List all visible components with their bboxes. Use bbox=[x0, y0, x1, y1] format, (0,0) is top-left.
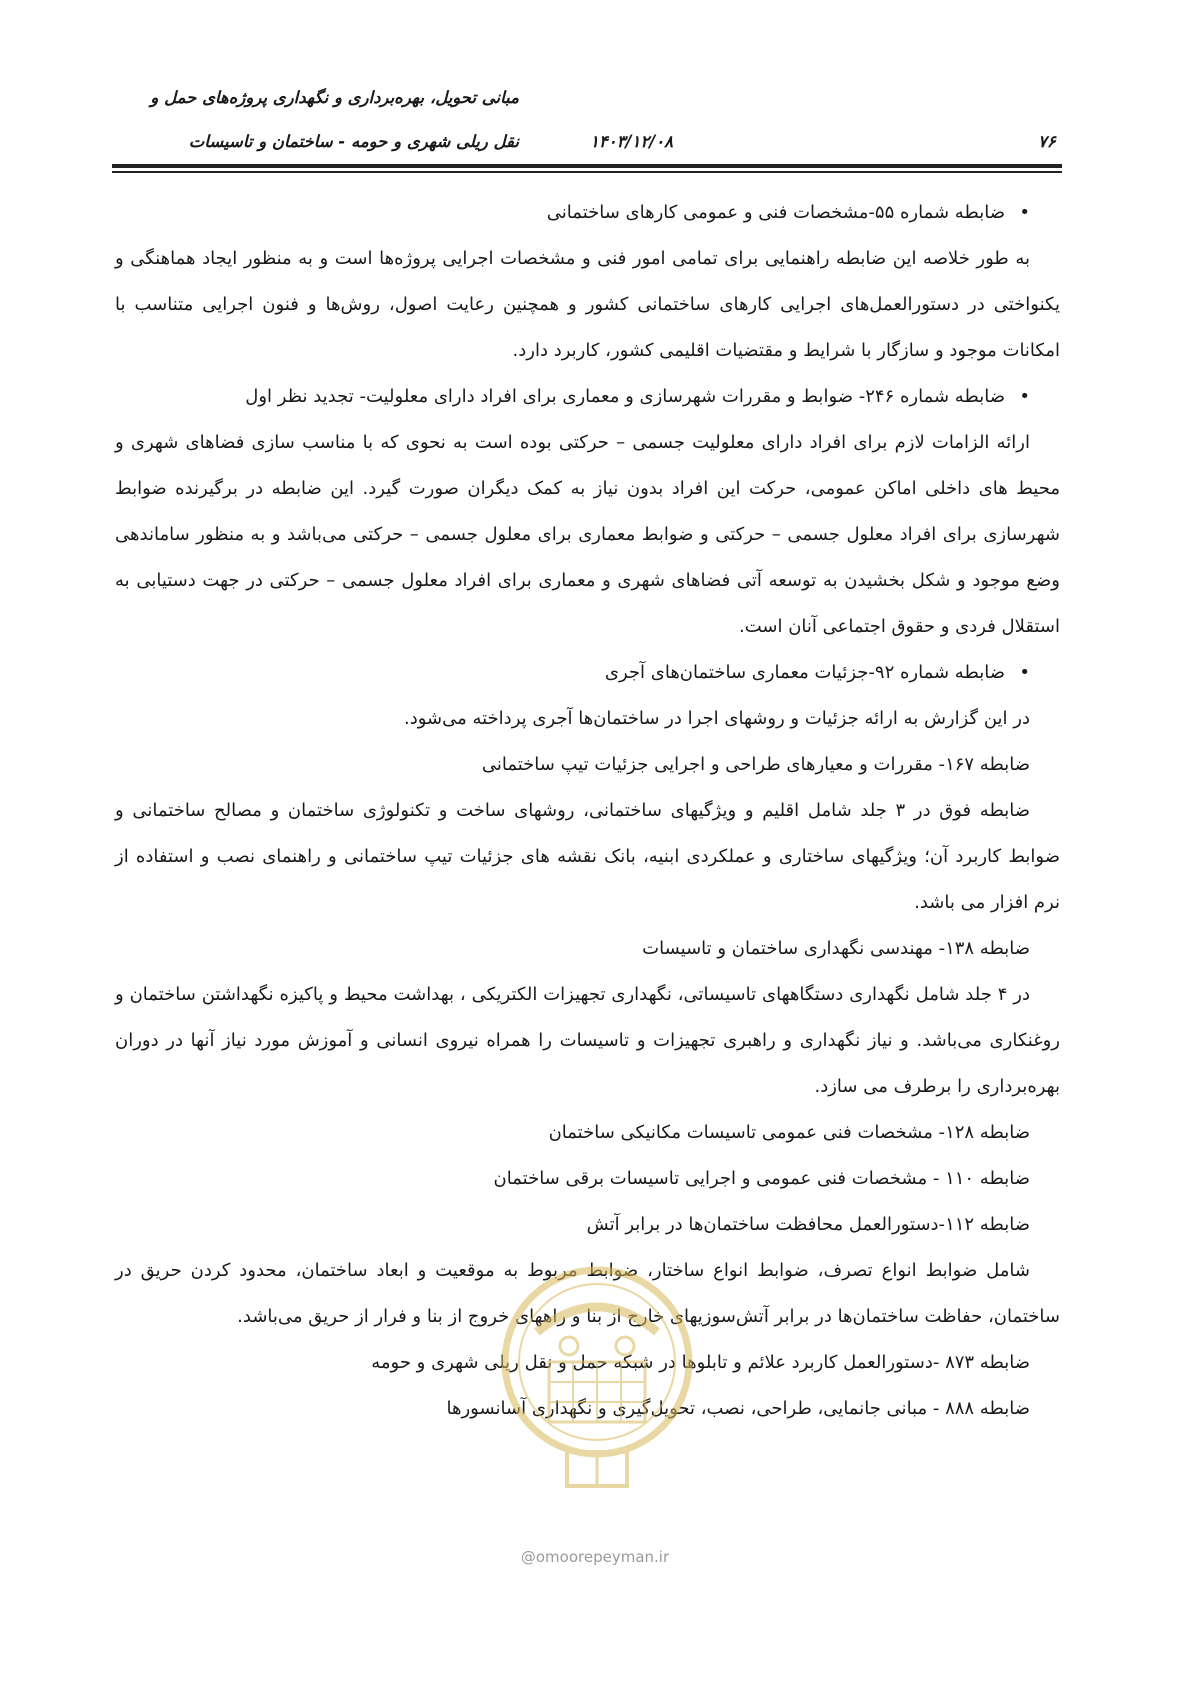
at-icon: @ bbox=[520, 1548, 536, 1566]
document-body bbox=[115, 190, 1060, 1432]
header-rule-thick bbox=[112, 164, 1062, 168]
paragraph: ضابطه ۱۱۲-دستورالعمل محافظت ساختمان‌ها در برابر آتش bbox=[586, 1214, 1030, 1235]
paragraph: ضابطه ۸۸۸ - مبانی جانمایی، طراحی، نصب، تحویل‌گیری و نگهداری آسانسورها bbox=[446, 1398, 1030, 1419]
paragraph: در این گزارش به ارائه جزئیات و روشهای اجرا در ساختمان‌ها آجری پرداخته می‌شود. bbox=[403, 708, 1030, 729]
paragraph: ضابطه فوق در ۳ جلد شامل اقلیم و ویژگیهای ساختمانی، روشهای ساخت و تکنولوژی ساختمان و مصالح ساختمانی و ضوابط کاربرد آن؛ ویژگیهای ساختاری و عملکردی ابنیه، بانک نقشه های جزئیات تیپ ساختمانی و راهنمای نصب و استفاده از نرم افزار می باشد. bbox=[115, 800, 1060, 913]
paragraph: ضابطه ۱۳۸- مهندسی نگهداری ساختمان و تاسیسات bbox=[642, 938, 1030, 959]
bullet-heading: • ضابطه شماره ۹۲-جزئیات معماری ساختمان‌های آجری bbox=[115, 650, 1060, 696]
paragraph: ضابطه ۱۲۸- مشخصات فنی عمومی تاسیسات مکانیکی ساختمان bbox=[548, 1122, 1030, 1143]
header-title-line1: مبانی تحویل، بهره‌برداری و نگهداری پروژه‌های حمل و bbox=[150, 88, 519, 107]
page-header bbox=[0, 0, 1191, 175]
header-date: ۱۴۰۳/۱۲/۰۸ bbox=[590, 132, 673, 151]
seal-watermark-icon bbox=[497, 1262, 697, 1507]
paragraph: به طور خلاصه این ضابطه راهنمایی برای تمامی امور فنی و مشخصات اجرایی پروژه‌ها است و به منظور ایجاد هماهنگی و یکنواختی در دستورالعمل‌های اجرایی کارهای ساختمانی کشور و همچنین رعایت اصول، روش‌ها و فنون اجرایی متناسب با امکانات موجود و سازگار با شرایط و مقتضیات اقلیمی کشور، کاربرد دارد. bbox=[115, 248, 1060, 361]
page-number: ۷۶ bbox=[1038, 132, 1056, 151]
paragraph: شامل ضوابط انواع تصرف، ضوابط انواع ساختار، ضوابط مربوط به موقعیت و ابعاد ساختمان، محدود کردن حریق در ساختمان، حفاظت ساختمان‌ها در برابر آتش‌سوزیهای خارج از بنا و راههای خروج از بنا و فرار از حریق می‌باشد. bbox=[115, 1260, 1060, 1327]
watermark-url-text: omoorepeyman.ir bbox=[535, 1548, 670, 1566]
watermark-url bbox=[500, 1548, 690, 1566]
paragraph: ضابطه ۱۱۰ - مشخصات فنی عمومی و اجرایی تاسیسات برقی ساختمان bbox=[493, 1168, 1030, 1189]
paragraph: در ۴ جلد شامل نگهداری دستگاههای تاسیساتی، نگهداری تجهیزات الکتریکی ، بهداشت محیط و پاکیزه نگهداشتن ساختمان و روغنکاری می‌باشد. و نیاز نگهداری و راهبری تجهیزات و تاسیسات را همراه نیروی انسانی و آموزش مورد نیاز آنها در دوران بهره‌برداری را برطرف می سازد. bbox=[115, 984, 1060, 1097]
header-title-line2: نقل ریلی شهری و حومه - ساختمان و تاسیسات bbox=[188, 132, 519, 151]
bullet-heading: • ضابطه شماره ۲۴۶- ضوابط و مقررات شهرسازی و معماری برای افراد دارای معلولیت- تجدید نظر اول bbox=[115, 374, 1060, 420]
paragraph: ارائه الزامات لازم برای افراد دارای معلولیت جسمی – حرکتی بوده است به نحوی که با مناسب سازی فضاهای شهری و محیط های داخلی اماکن عمومی، حرکت این افراد بدون نیاز به کمک دیگران صورت گیرد. این ضابطه در برگیرنده ضوابط شهرسازی برای افراد معلول جسمی – حرکتی و ضوابط معماری برای معلول جسمی – حرکتی می‌باشد و به منظور ساماندهی وضع موجود و شکل بخشیدن به توسعه آتی فضاهای شهری و معماری برای افراد معلول جسمی – حرکتی در جهت دستیابی به استقلال فردی و حقوق اجتماعی آنان است. bbox=[115, 432, 1060, 637]
paragraph: ضابطه ۱۶۷- مقررات و معیارهای طراحی و اجرایی جزئیات تیپ ساختمانی bbox=[481, 754, 1030, 775]
paragraph: ضابطه ۸۷۳ -دستورالعمل کاربرد علائم و تابلوها در شبکه حمل و نقل ریلی شهری و حومه bbox=[371, 1352, 1030, 1373]
bullet-heading: • ضابطه شماره ۵۵-مشخصات فنی و عمومی کارهای ساختمانی bbox=[115, 190, 1060, 236]
header-rule-thin bbox=[112, 171, 1062, 173]
